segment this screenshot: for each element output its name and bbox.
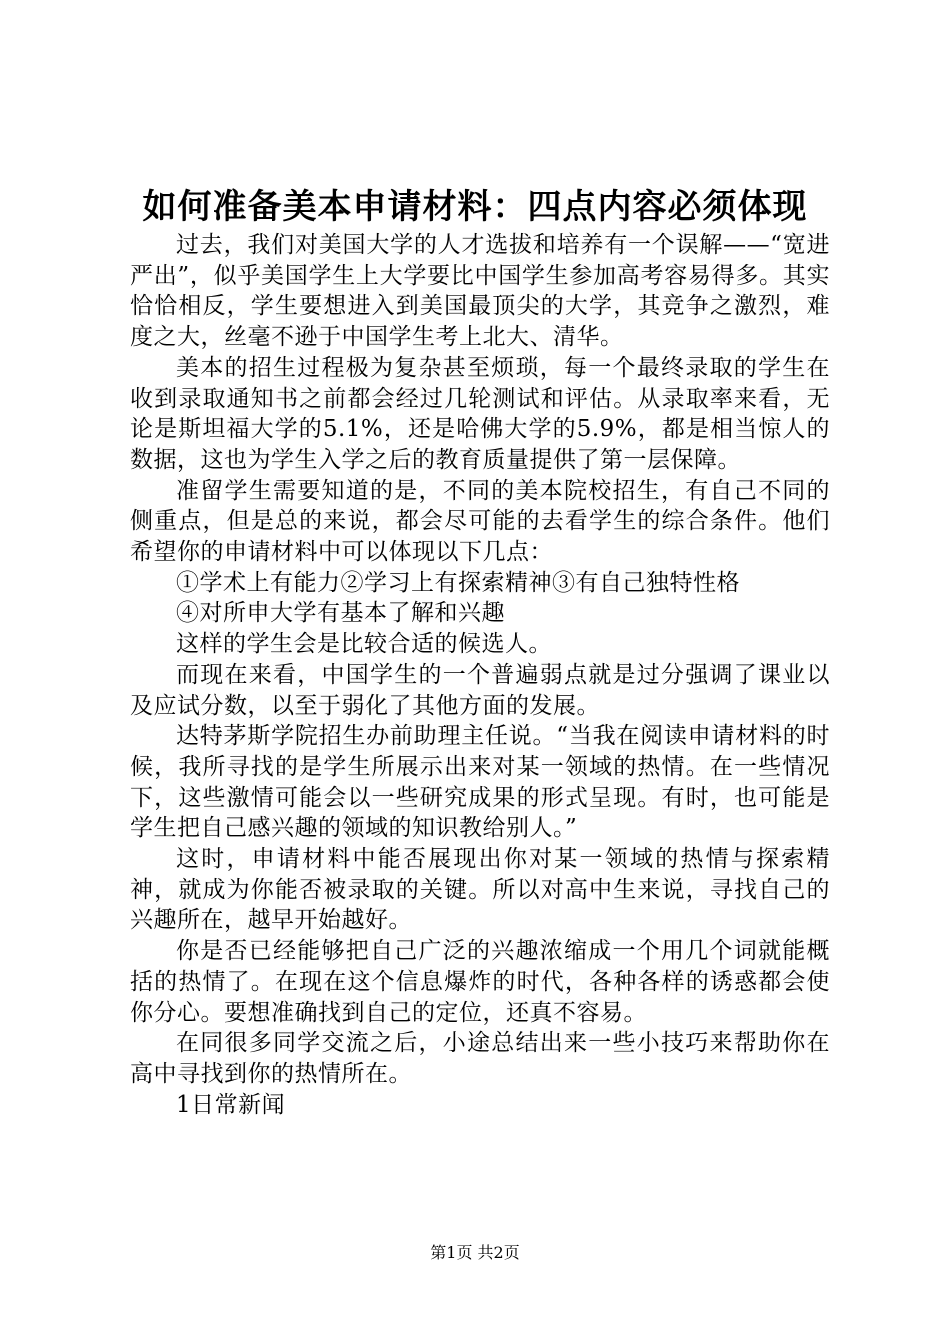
list-item: ④对所申大学有基本了解和兴趣 xyxy=(176,600,505,627)
paragraph: 过去，我们对美国大学的人才选拔和培养有一个误解——“宽进严出”，似乎美国学生上大学要比中国学生参加高考容易得多。其实恰恰相反，学生要想进入到美国最顶尖的大学，其竞争之激烈，难度之大，丝毫不逊于中国学生考上北大、清华。 xyxy=(130,232,830,351)
paragraph: 你是否已经能够把自己广泛的兴趣浓缩成一个用几个词就能概括的热情了。在现在这个信息爆炸的时代，各种各样的诱惑都会使你分心。要想准确找到自己的定位，还真不容易。 xyxy=(130,938,830,1026)
paragraph: 而现在来看，中国学生的一个普遍弱点就是过分强调了课业以及应试分数，以至于弱化了其他方面的发展。 xyxy=(130,661,830,719)
document-title: 如何准备美本申请材料：四点内容必须体现 xyxy=(142,187,808,227)
document-body xyxy=(130,230,830,1120)
list-item: ①学术上有能力②学习上有探索精神③有自己独特性格 xyxy=(176,569,740,596)
paragraph: 准留学生需要知道的是，不同的美本院校招生，有自己不同的侧重点，但是总的来说，都会尽可能的去看学生的综合条件。他们希望你的申请材料中可以体现以下几点： xyxy=(130,477,830,566)
paragraph: 美本的招生过程极为复杂甚至烦琐，每一个最终录取的学生在收到录取通知书之前都会经过几轮测试和评估。从录取率来看，无论是斯坦福大学的5.1%，还是哈佛大学的5.9%，都是相当惊人的数据，这也为学生入学之后的教育质量提供了第一层保障。 xyxy=(130,354,830,473)
section-heading: 1日常新闻 xyxy=(176,1091,286,1118)
page-footer: 第1页 共2页 xyxy=(430,1243,520,1262)
paragraph: 达特茅斯学院招生办前助理主任说。“当我在阅读申请材料的时候，我所寻找的是学生所展示出来对某一领域的热情。在一些情况下，这些激情可能会以一些研究成果的形式呈现。有时，也可能是学生把自己感兴趣的领域的知识教给别人。” xyxy=(130,723,830,842)
paragraph: 这时，申请材料中能否展现出你对某一领域的热情与探索精神，就成为你能否被录取的关键。所以对高中生来说，寻找自己的兴趣所在，越早开始越好。 xyxy=(130,846,830,934)
paragraph: 这样的学生会是比较合适的候选人。 xyxy=(176,631,552,658)
paragraph: 在同很多同学交流之后，小途总结出来一些小技巧来帮助你在高中寻找到你的热情所在。 xyxy=(130,1030,830,1087)
